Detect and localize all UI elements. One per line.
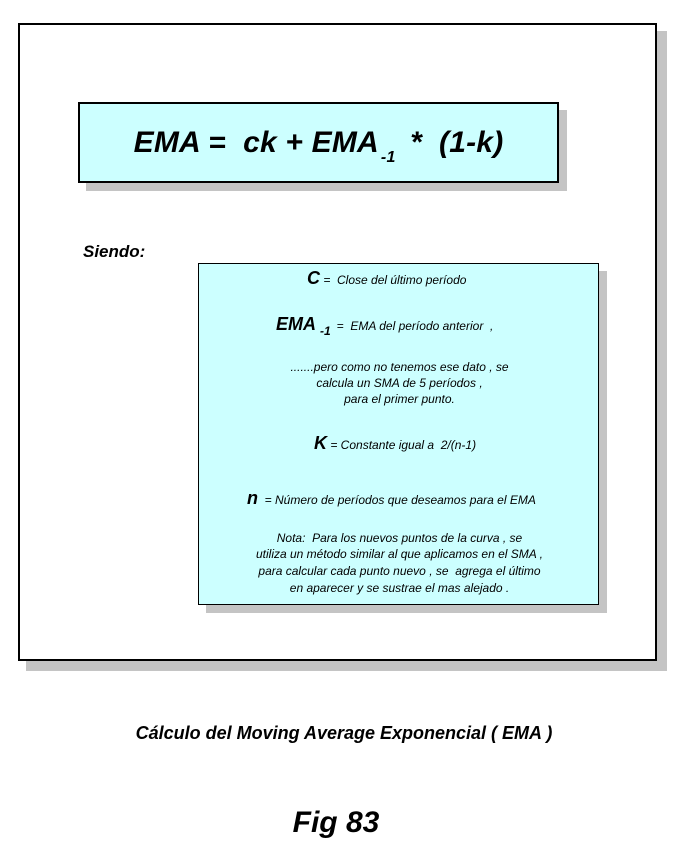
note1-line-2: calcula un SMA de 5 períodos , xyxy=(316,376,483,390)
symbol-ema-subscript: -1 xyxy=(320,324,331,338)
note2-line-4: en aparecer y se sustrae el mas alejado . xyxy=(289,581,510,595)
definition-c-text: = Close del último período xyxy=(320,273,467,287)
siendo-label: Siendo: xyxy=(83,242,146,261)
symbol-n: n xyxy=(247,488,258,508)
note2-line-3: para calcular cada punto nuevo , se agrega el último xyxy=(258,564,541,578)
note1-line-1: .......pero como no tenemos ese dato , se xyxy=(290,360,509,374)
figure-caption: Cálculo del Moving Average Exponencial ( EMA ) xyxy=(135,723,553,743)
note2-line-2: utiliza un método similar al que aplicamos en el SMA , xyxy=(255,547,544,561)
symbol-k: K xyxy=(314,433,327,453)
definition-ema-text: = EMA del período anterior , xyxy=(336,319,494,333)
note1-line-3: para el primer punto. xyxy=(344,392,455,406)
definition-ema xyxy=(276,314,494,338)
ema-formula xyxy=(133,125,504,166)
definition-c xyxy=(307,268,467,288)
symbol-ema: EMA xyxy=(276,314,316,334)
definitions-box xyxy=(198,263,599,605)
formula-box xyxy=(78,102,559,183)
definition-n-text: = Número de períodos que deseamos para el EMA xyxy=(258,493,536,507)
definition-n xyxy=(247,488,536,508)
symbol-c: C xyxy=(307,268,320,288)
definition-k xyxy=(314,433,477,453)
formula-subscript: -1 xyxy=(380,148,396,166)
definition-k-text: = Constante igual a 2/(n-1) xyxy=(327,438,477,452)
formula-main: EMA = ck + EMA xyxy=(133,125,379,159)
note2-line-1: Nota: Para los nuevos puntos de la curva , se xyxy=(276,531,523,545)
figure-label: Fig 83 xyxy=(292,806,380,839)
formula-tail: * (1-k) xyxy=(401,125,504,159)
